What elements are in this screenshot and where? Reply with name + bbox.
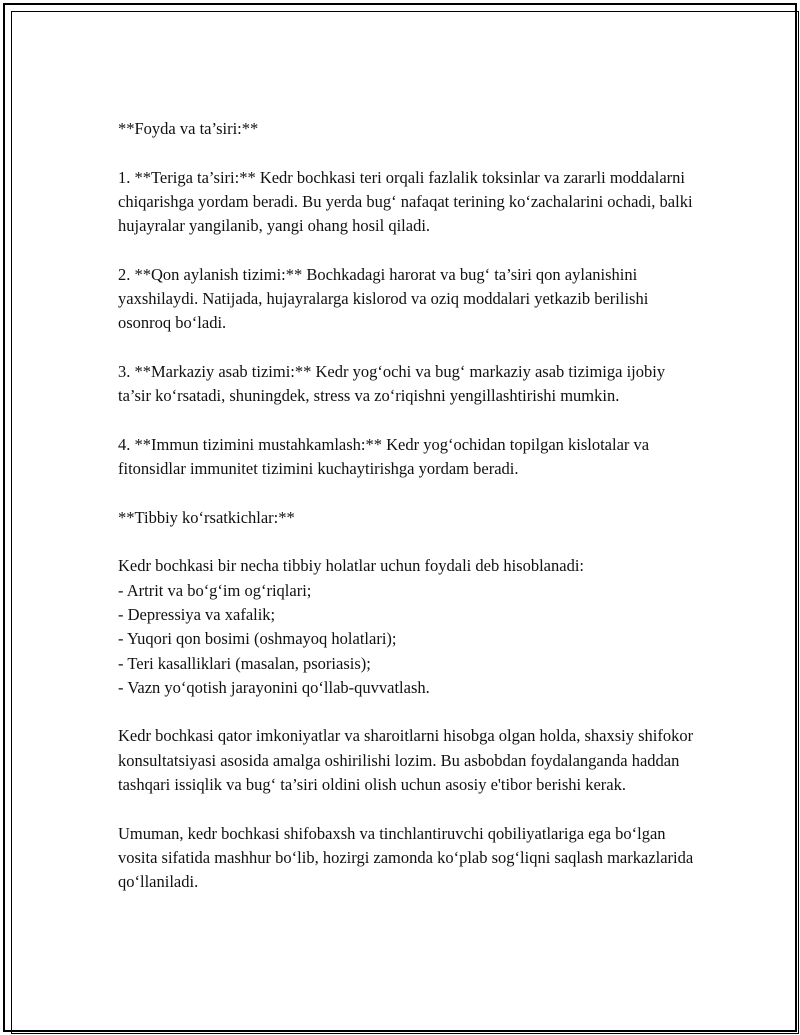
indications-list xyxy=(118,579,698,700)
list-item: - Artrit va bo‘g‘im og‘riqlari; xyxy=(118,580,312,600)
list-item: - Depressiya va xafalik; xyxy=(118,604,276,624)
paragraph-circulation: 2. **Qon aylanish tizimi:** Bochkadagi harorat va bug‘ ta’siri qon aylanishini yaxshilaydi. Natijada, hujayralarga kislorod va oziq moddalari yetkazib berilishi osonroq bo‘ladi. xyxy=(118,264,649,333)
list-item: - Teri kasalliklari (masalan, psoriasis); xyxy=(118,653,371,673)
document-body xyxy=(118,117,698,919)
indications-intro: Kedr bochkasi bir necha tibbiy holatlar uchun foydali deb hisoblanadi: xyxy=(118,556,584,576)
list-item: - Vazn yo‘qotish jarayonini qo‘llab-quvvatlash. xyxy=(118,677,430,697)
paragraph-skin-effect: 1. **Teriga ta’siri:** Kedr bochkasi teri orqali fazlalik toksinlar va zararli moddalarni chiqarishga yordam beradi. Bu yerda bug‘ nafaqat terining ko‘zachalarini ochadi, balki hujayralar yangilanib, yangi ohang hosil qiladi. xyxy=(118,167,693,236)
list-item: - Yuqori qon bosimi (oshmayoq holatlari); xyxy=(118,629,397,649)
paragraph-consultation-note: Kedr bochkasi qator imkoniyatlar va sharoitlarni hisobga olgan holda, shaxsiy shifokor konsultatsiyasi asosida amalga oshirilishi lozim. Bu asbobdan foydalanganda haddan tashqari issiqlik va bug‘ ta’siri oldini olish uchun asosiy e'tibor berishi kerak. xyxy=(118,726,694,795)
indications-block xyxy=(118,554,698,700)
paragraph-nervous-system: 3. **Markaziy asab tizimi:** Kedr yog‘ochi va bug‘ markaziy asab tizimiga ijobiy ta’sir ko‘rsatadi, shuningdek, stress va zo‘riqishni yengillashtirishi mumkin. xyxy=(118,361,666,406)
heading-medical-indications: **Tibbiy ko‘rsatkichlar:** xyxy=(118,507,295,527)
paragraph-immune-system: 4. **Immun tizimini mustahkamlash:** Kedr yog‘ochidan topilgan kislotalar va fitonsidlar immunitet tizimini kuchaytirishga yordam beradi. xyxy=(118,434,650,479)
heading-benefits: **Foyda va ta’siri:** xyxy=(118,119,259,138)
paragraph-conclusion: Umuman, kedr bochkasi shifobaxsh va tinchlantiruvchi qobiliyatlariga ega bo‘lgan vosita sifatida mashhur bo‘lib, hozirgi zamonda ko‘plab sog‘liqni saqlash markazlarida qo‘llaniladi. xyxy=(118,823,694,892)
